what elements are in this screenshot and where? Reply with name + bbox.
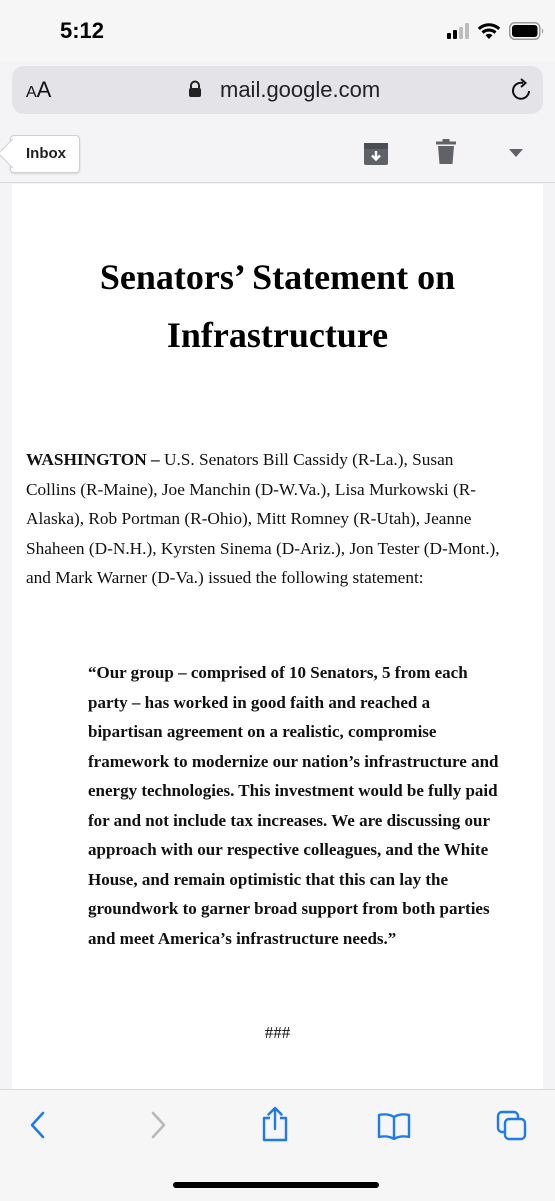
bookmarks-icon[interactable]: [377, 1112, 411, 1140]
email-body: [12, 184, 543, 1089]
quote-line: approach with our respective colleagues, and the White: [88, 840, 489, 859]
more-options-icon[interactable]: [509, 149, 523, 157]
headline-line: Infrastructure: [166, 315, 389, 355]
back-icon[interactable]: [28, 1110, 48, 1140]
status-bar: [0, 0, 555, 62]
body-line: Collins (R-Maine), Joe Manchin (D-W.Va.), Lisa Murkowski (R-: [26, 479, 477, 499]
email-headline: [12, 248, 543, 364]
dateline: WASHINGTON –: [26, 450, 160, 469]
inbox-back-label: Inbox: [26, 145, 66, 162]
inbox-back-button[interactable]: [10, 135, 80, 173]
wifi-icon: [477, 22, 501, 40]
archive-icon[interactable]: [363, 140, 389, 166]
reload-icon[interactable]: [511, 77, 533, 101]
quote-line: House, and remain optimistic that this can lay the: [88, 869, 449, 889]
body-line: Shaheen (D-N.H.), Kyrsten Sinema (D-Ariz.), Jon Tester (D-Mont.),: [26, 538, 500, 558]
quote-line: bipartisan agreement on a realistic, compromise: [88, 722, 437, 741]
signal-icon: [447, 22, 473, 40]
quote-line: party – has worked in good faith and reached a: [88, 692, 431, 712]
quote-line: for and not include tax increases. We are discussing our: [88, 810, 491, 830]
tabs-icon[interactable]: [496, 1110, 528, 1142]
status-time: 5:12: [60, 18, 105, 43]
home-indicator[interactable]: [173, 1182, 379, 1188]
body-line: and Mark Warner (D-Va.) issued the following statement:: [26, 568, 424, 587]
intro-paragraph: [26, 445, 531, 593]
quote-line: energy technologies. This investment would be fully paid: [88, 781, 498, 800]
url-text: mail.google.com: [220, 77, 381, 102]
lock-icon: [188, 80, 202, 98]
battery-icon: [509, 22, 545, 40]
end-mark: ###: [264, 1023, 291, 1042]
headline-line: Senators’ Statement on: [99, 257, 456, 297]
text-size-large-label: A: [36, 77, 52, 102]
quote-line: groundwork to garner broad support from both parties: [88, 899, 490, 918]
forward-icon[interactable]: [148, 1110, 168, 1140]
gmail-toolbar: [0, 126, 555, 183]
address-bar[interactable]: [12, 66, 543, 114]
text-size-small-label: A: [26, 84, 37, 101]
body-line: Alaska), Rob Portman (R-Ohio), Mitt Romney (R-Utah), Jeanne: [26, 509, 472, 528]
delete-icon[interactable]: [436, 139, 456, 165]
quote-line: “Our group – comprised of 10 Senators, 5 from each: [88, 663, 468, 682]
text-size-button[interactable]: [26, 77, 51, 103]
quote-line: framework to modernize our nation’s infrastructure and: [88, 751, 499, 771]
body-line: [26, 445, 531, 475]
statement-quote: [88, 658, 533, 953]
body-text: U.S. Senators Bill Cassidy (R-La.), Susan: [159, 450, 454, 469]
share-icon[interactable]: [260, 1106, 290, 1142]
quote-line: and meet America’s infrastructure needs.”: [88, 928, 397, 948]
